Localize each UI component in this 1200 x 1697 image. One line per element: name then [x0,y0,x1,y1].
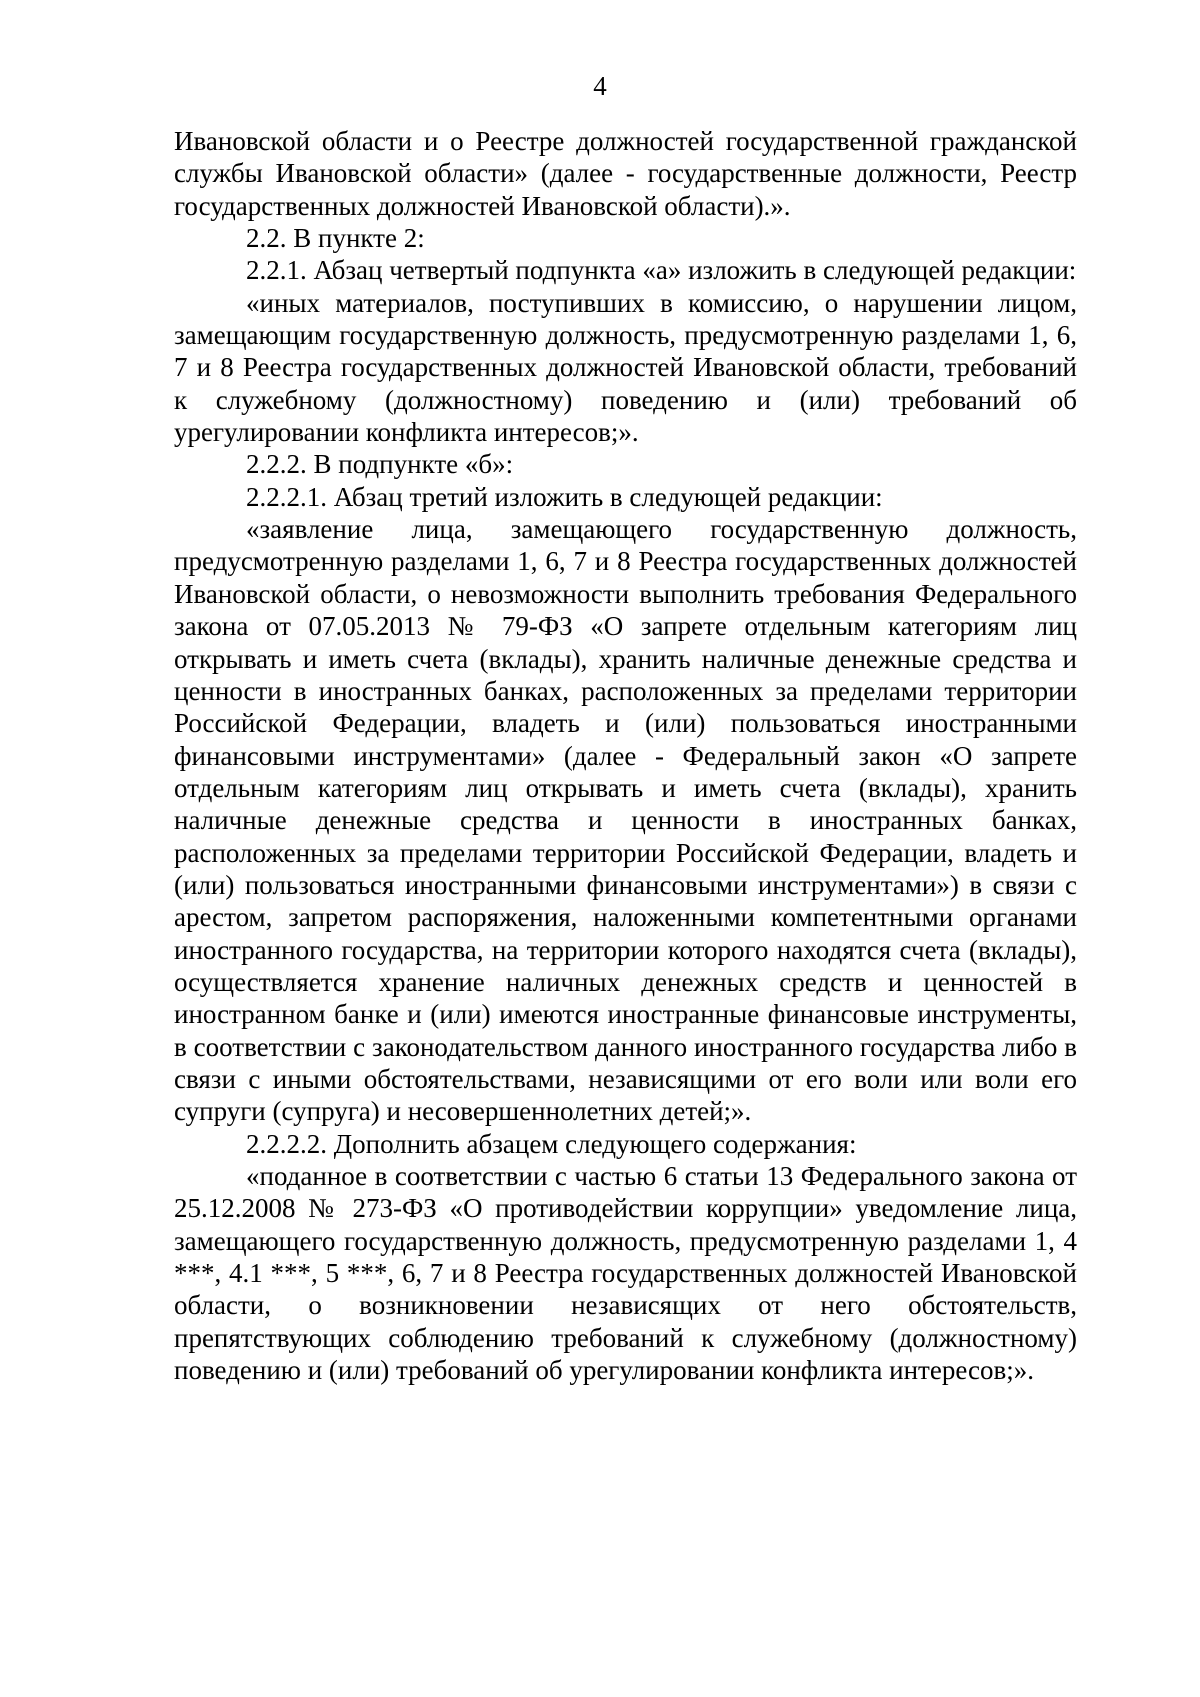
paragraph-item-2-2: 2.2. В пункте 2: [246,223,425,254]
paragraph-quote-other-materials: «иных материалов, поступивших в комиссию, о нарушении лицом, замещающим государственную должность, предусмотренную разделами 1, 6, 7 и 8 Реестра государственных должностей Ивановской области, требований к служебному (должностному) поведению и (или) требований об урегулировании конфликта интересов;». [174,287,1077,448]
paragraph-continuation: Ивановской области и о Реестре должностей государственной гражданской службы Ивановской области» (далее - государственные должности, Реестр государственных должностей Ивановской области).». [174,126,1077,221]
paragraph-item-2-2-2: 2.2.2. В подпункте «б»: [246,449,514,480]
paragraph-item-2-2-2-2: 2.2.2.2. Дополнить абзацем следующего содержания: [246,1128,857,1159]
paragraph-quote-notification: «поданное в соответствии с частью 6 статьи 13 Федерального закона от 25.12.2008 № 273-ФЗ «О противодействии коррупции» уведомление лица, замещающего государственную должность, предусмотренную разделами 1, 4 ***, 4.1 ***, 5 ***, 6, 7 и 8 Реестра государственных должностей Ивановской области, о возникновении независящих от него обстоятельств, препятствующих соблюдению требований к служебному (должностному) поведению и (или) требований об урегулировании конфликта интересов;». [174,1161,1077,1386]
page-number: 4 [593,71,607,101]
paragraph-item-2-2-1: 2.2.1. Абзац четвертый подпункта «а» изложить в следующей редакции: [246,255,1077,286]
document-body [174,125,1077,1386]
paragraph-item-2-2-2-1: 2.2.2.1. Абзац третий изложить в следующей редакции: [246,481,883,512]
paragraph-quote-statement: «заявление лица, замещающего государственную должность, предусмотренную разделами 1, 6, 7 и 8 Реестра государственных должностей Ивановской области, о невозможности выполнить требования Федерального закона от 07.05.2013 № 79-ФЗ «О запрете отдельным категориям лиц открывать и иметь счета (вклады), хранить наличные денежные средства и ценности в иностранных банках, расположенных за пределами территории Российской Федерации, владеть и (или) пользоваться иностранными финансовыми инструментами» (далее - Федеральный закон «О запрете отдельным категориям лиц открывать и иметь счета (вклады), хранить наличные денежные средства и ценности в иностранных банках, расположенных за пределами территории Российской Федерации, владеть и (или) пользоваться иностранными финансовыми инструментами») в связи с арестом, запретом распоряжения, наложенными компетентными органами иностранного государства, на территории которого находятся счета (вклады), осуществляется хранение наличных денежных средств и ценностей в иностранном банке и (или) имеются иностранные финансовые инструменты, в соответствии с законодательством данного иностранного государства либо в связи с иными обстоятельствами, независящими от его воли или воли его супруги (супруга) и несовершеннолетних детей;». [174,514,1077,1127]
